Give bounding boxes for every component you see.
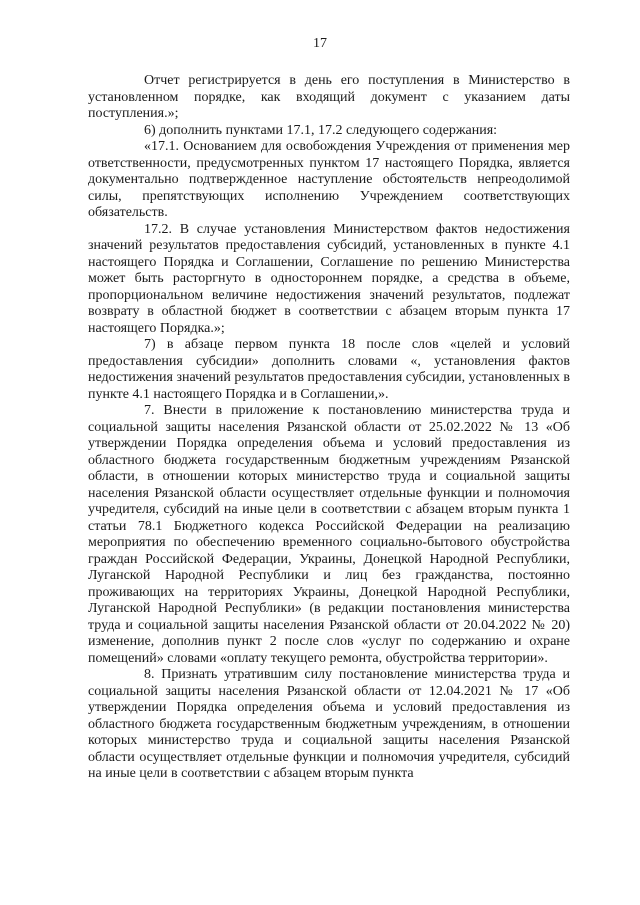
paragraph-item-7-subitem: 7) в абзаце первом пункта 18 после слов «целей и условий предоставления субсидии» дополнить словами «, установления фактов недостижения значений результатов предоставления субсидии, установленных в пункте 4.1 настоящего Порядка и в Соглашении,». [88,337,570,402]
paragraph-section-7: 7. Внести в приложение к постановлению министерства труда и социальной защиты населения Рязанской области от 25.02.2022 № 13 «Об утверждении Порядка определения объема и условий предоставления из областного бюджета государственным бюджетным учреждениям Рязанской области, в отношении которых министерство труда и социальной защиты населения Рязанской области осуществляет отдельные функции и полномочия учредителя, субсидий на иные цели в соответствии с абзацем вторым пункта 1 статьи 78.1 Бюджетного кодекса Российской Федерации на реализацию мероприятия по обеспечению временного социально-бытового обустройства граждан Российской Федерации, Украины, Донецкой Народной Республики, Луганской Народной Республики и лиц без гражданства, постоянно проживающих на территориях Украины, Донецкой Народной Республики, Луганской Народной Республики» (в редакции постановления министерства труда и социальной защиты населения Рязанской области от 20.04.2022 № 20) изменение, дополнив пункт 2 после слов «услуг по содержанию и охране помещений» словами «оплату текущего ремонта, обустройства территории». [88,403,570,666]
paragraph-17-1: «17.1. Основанием для освобождения Учреждения от применения мер ответственности, предусмотренных пунктом 17 настоящего Порядка, является документально подтвержденное наступление обстоятельств непреодолимой силы, препятствующих исполнению Учреждением соответствующих обязательств. [88,139,570,220]
document-body [88,73,570,783]
paragraph-section-8: 8. Признать утратившим силу постановление министерства труда и социальной защиты населения Рязанской области от 12.04.2021 № 17 «Об утверждении Порядка определения объема и условий предоставления из областного бюджета государственным бюджетным учреждениям, в отношении которых министерство труда и социальной защиты населения Рязанской области осуществляет отдельные функции и полномочия учредителя, субсидий на иные цели в соответствии с абзацем вторым пункта [88,667,570,781]
page-number: 17 [313,36,327,51]
paragraph-17-2: 17.2. В случае установления Министерством фактов недостижения значений результатов предоставления субсидий, установленных в пункте 4.1 настоящего Порядка и Соглашении, Соглашение по решению Министерства может быть расторгнуто в одностороннем порядке, а средства в объеме, пропорциональном величине недостижения значений результатов, подлежат возврату в областной бюджет в соответствии с абзацем вторым пункта 17 настоящего Порядка.»; [88,221,570,336]
paragraph-report-registration: Отчет регистрируется в день его поступления в Министерство в установленном порядке, как входящий документ с указанием даты поступления.»; [88,73,570,121]
paragraph-item-6: 6) дополнить пунктами 17.1, 17.2 следующего содержания: [144,122,498,138]
